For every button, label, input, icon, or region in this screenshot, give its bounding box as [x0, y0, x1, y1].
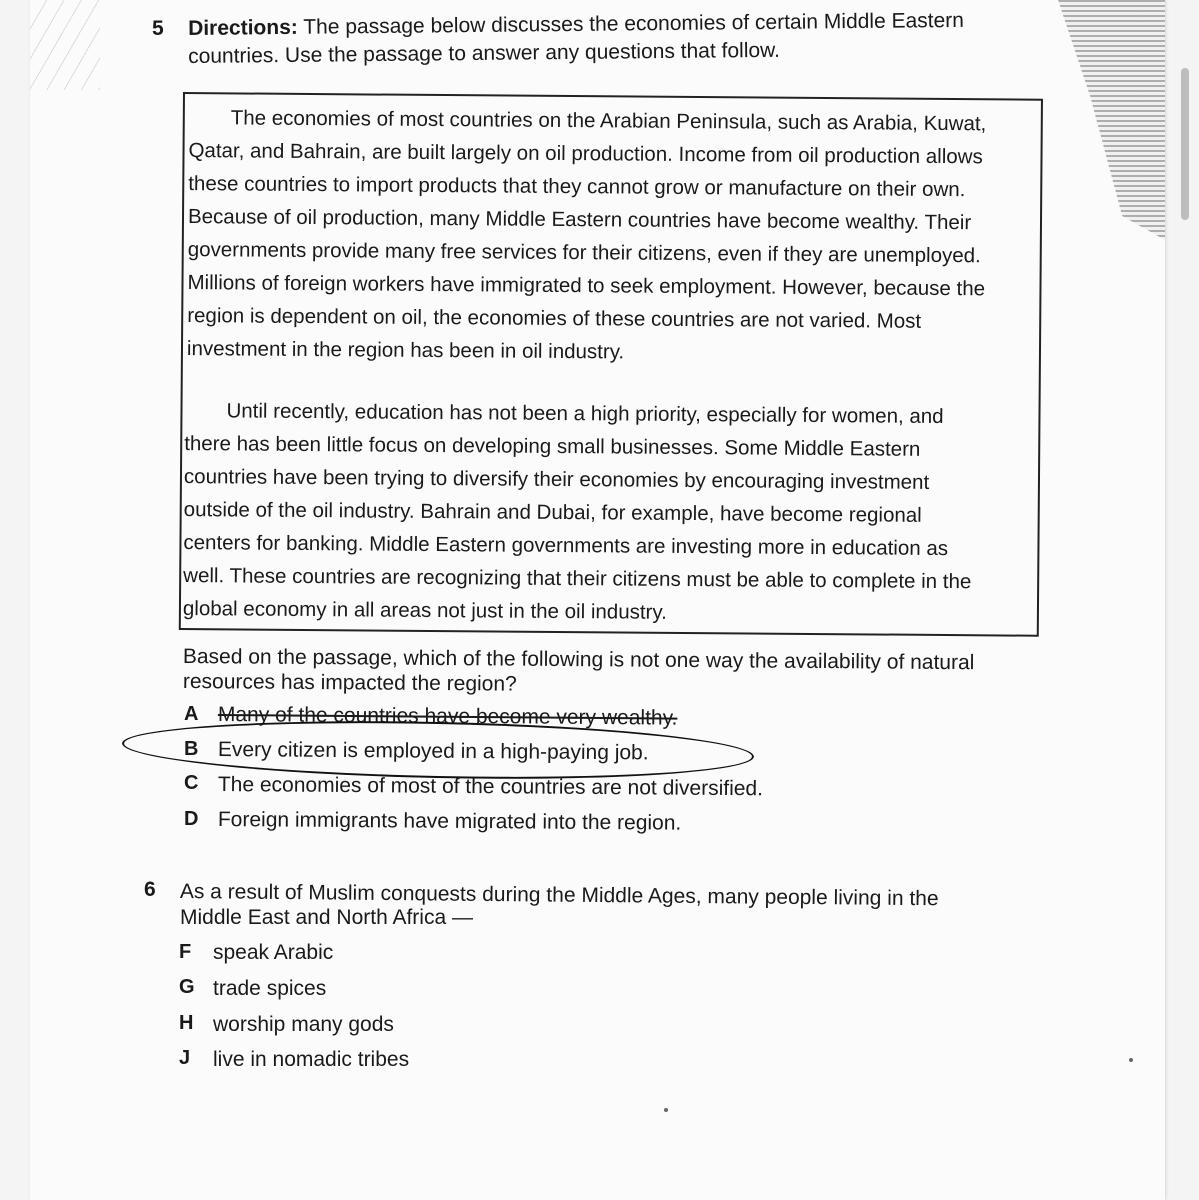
directions-label: Directions:: [188, 15, 298, 40]
page-edge-marks: [30, 0, 100, 90]
passage-line: Qatar, and Bahrain, are built largely on oil production. Income from oil production allows: [188, 139, 983, 169]
scan-speck: [1129, 1058, 1133, 1062]
question-5-stem-line-1: Based on the passage, which of the following is not one way the availability of natural: [182, 645, 975, 675]
passage-line: investment in the region has been in oil industry.: [186, 337, 625, 364]
passage-line: Millions of foreign workers have immigrated to seek employment. However, because the: [187, 271, 986, 301]
option-h-letter: H: [179, 1012, 194, 1034]
option-a-text-crossed-out[interactable]: Many of the countries have become very wealthy.: [217, 703, 678, 730]
passage-line: governments provide many free services for their citizens, even if they are unemployed.: [187, 238, 981, 268]
directions-text-1: The passage below discusses the economies of certain Middle Eastern: [297, 8, 965, 39]
passage-line: well. These countries are recognizing that their citizens must be able to complete in the: [183, 564, 972, 594]
passage-line: Because of oil production, many Middle Eastern countries have become wealthy. Their: [187, 205, 972, 235]
option-c-text[interactable]: The economies of most of the countries are not diversified.: [217, 773, 764, 801]
option-j-letter: J: [179, 1047, 191, 1069]
passage-line: there has been little focus on developing small businesses. Some Middle Eastern: [184, 432, 921, 461]
question-6-stem-line-2: Middle East and North Africa —: [180, 906, 473, 929]
option-c-letter: C: [184, 772, 199, 794]
option-f-letter: F: [179, 941, 192, 963]
scan-speck: [664, 1108, 668, 1112]
passage-line: these countries to import products that they cannot grow or manufacture on their own.: [188, 172, 966, 202]
question-5-number: 5: [152, 17, 164, 40]
question-5-stem-line-2: resources has impacted the region?: [182, 670, 517, 696]
passage-line: The economies of most countries on the Arabian Peninsula, such as Arabia, Kuwat,: [230, 106, 987, 136]
directions-line-2: countries. Use the passage to answer any questions that follow.: [188, 38, 781, 68]
option-d-text[interactable]: Foreign immigrants have migrated into the region.: [217, 808, 682, 835]
passage-line: global economy in all areas not just in the oil industry.: [182, 597, 667, 624]
passage-line: centers for banking. Middle Eastern governments are investing more in education as: [183, 531, 949, 561]
question-6-number: 6: [144, 878, 156, 901]
option-d-letter: D: [184, 808, 199, 830]
passage-line: region is dependent on oil, the economies of these countries are not varied. Most: [187, 304, 922, 333]
question-6-stem-line-1: As a result of Muslim conquests during the Middle Ages, many people living in the: [179, 880, 939, 911]
option-g-letter: G: [179, 976, 195, 998]
option-f-text[interactable]: speak Arabic: [213, 941, 334, 964]
option-b-text[interactable]: Every citizen is employed in a high-paying job.: [217, 738, 649, 765]
passage-line: outside of the oil industry. Bahrain and Dubai, for example, have become regional: [183, 498, 922, 527]
passage-box: [179, 92, 1043, 637]
passage-line: countries have been trying to diversify their economies by encouraging investment: [183, 465, 930, 494]
option-g-text[interactable]: trade spices: [213, 977, 327, 1000]
option-j-text[interactable]: live in nomadic tribes: [213, 1048, 410, 1071]
option-b-letter: B: [184, 738, 199, 760]
option-a-letter: A: [184, 703, 199, 725]
scrollbar-thumb[interactable]: [1181, 68, 1189, 220]
option-h-text[interactable]: worship many gods: [213, 1013, 394, 1036]
passage-line: Until recently, education has not been a high priority, especially for women, and: [226, 399, 944, 428]
